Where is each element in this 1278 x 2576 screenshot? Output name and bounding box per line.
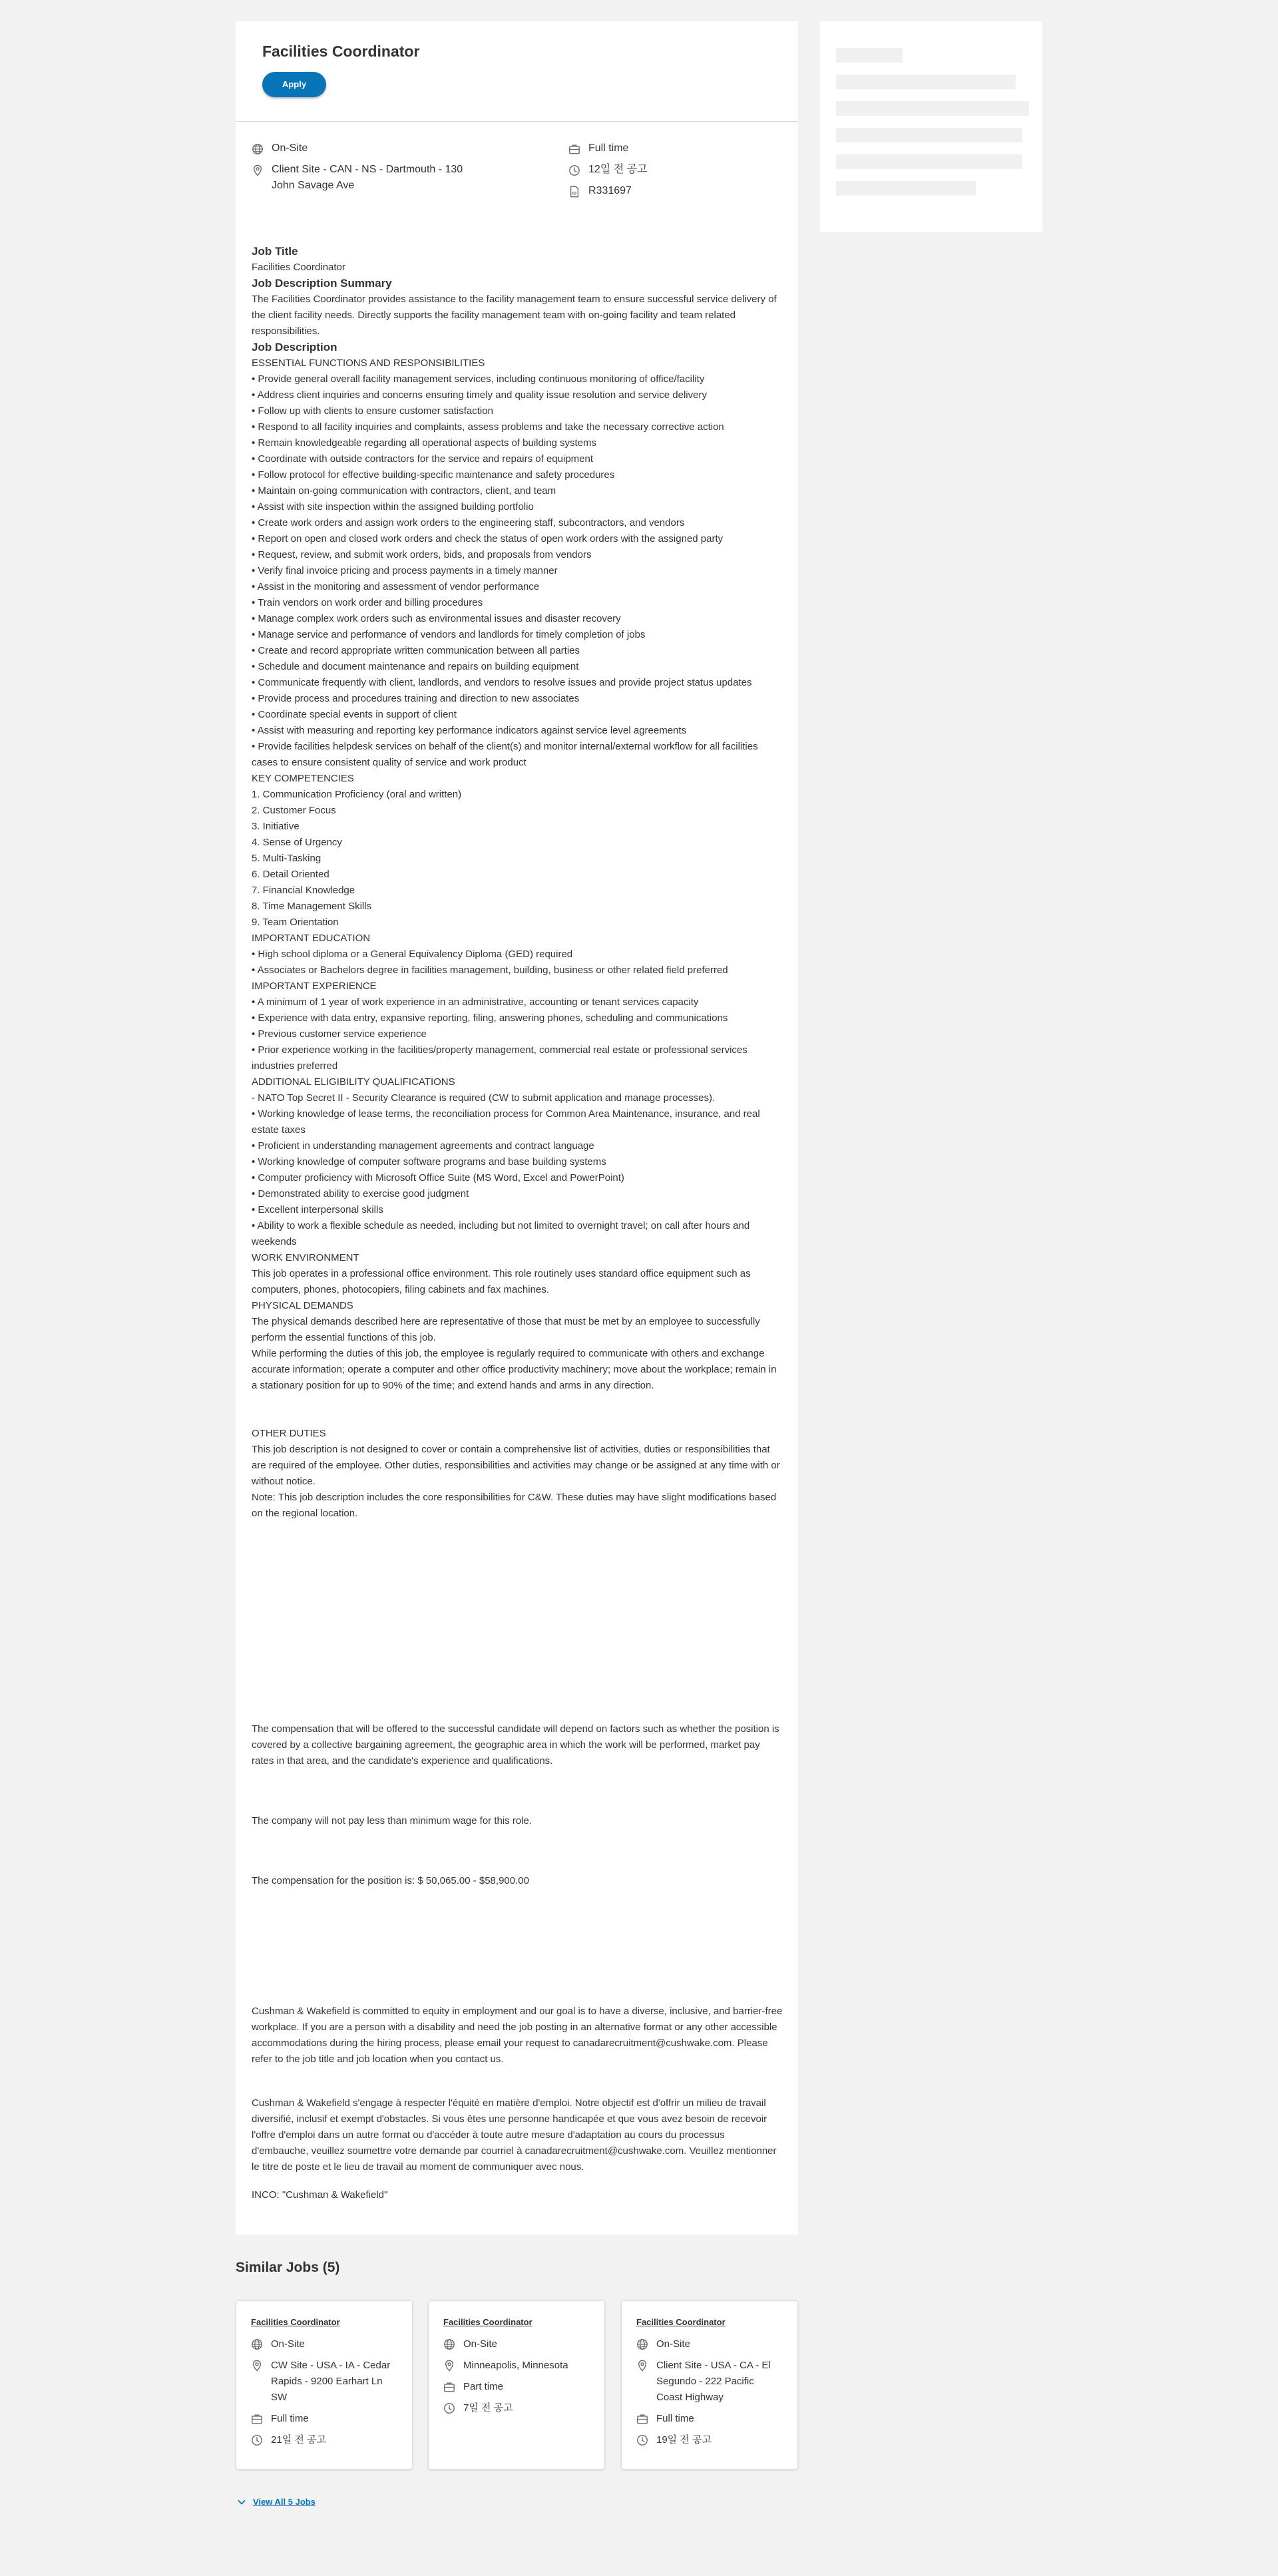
job-schedule	[568, 142, 808, 156]
description-paragraph: This job description is not designed to cover or contain a comprehensive list of activities, duties or responsibilities that are required of the employee. Other duties, responsibilities and activities may change or be assigned at any time with or without notice.	[252, 1444, 780, 1487]
description-paragraph: While performing the duties of this job, the employee is regularly required to communicate with others and exchange accurate information; operate a computer and other office productivity machinery; move about the workplace; remain in a stationary position for up to 90% of the time; and extend hands and arms in any direction.	[252, 1348, 777, 1391]
description-paragraph: PHYSICAL DEMANDS	[252, 1300, 353, 1311]
similar-job-card[interactable]	[236, 2300, 413, 2469]
description-paragraph: 4. Sense of Urgency	[252, 837, 342, 848]
apply-button[interactable]: Apply	[262, 72, 326, 97]
description-paragraph: • Follow up with clients to ensure customer satisfaction	[252, 405, 493, 417]
description-paragraph: The physical demands described here are representative of those that must be met by an employee to successfully perform the essential functions of this job.	[252, 1316, 760, 1343]
similar-job-location-type-text: On-Site	[271, 2338, 305, 2350]
job-req-id-text: R331697	[588, 185, 632, 196]
similar-job-posted	[443, 2400, 590, 2416]
similar-job-location-type	[636, 2336, 783, 2352]
description-spacer	[252, 2175, 784, 2187]
description-paragraph: • Request, review, and submit work orders, bids, and proposals from vendors	[252, 549, 592, 560]
skeleton-line	[836, 181, 976, 196]
description-paragraph: Cushman & Wakefield is committed to equity in employment and our goal is to have a diverse, inclusive, and barrier-free workplace. If you are a person with a disability and need the job posting in an alternative format or any other accessible accommodations during the hiring process, please email your request to canadarecruitment@cushwake.com. Please refer to the job title and job location when you contact us.	[252, 2006, 783, 2065]
similar-job-schedule	[251, 2411, 397, 2427]
description-paragraph: The company will not pay less than minimum wage for this role.	[252, 1815, 532, 1826]
description-paragraph: • Prior experience working in the facilities/property management, commercial real estate or professional services industries preferred	[252, 1044, 747, 1072]
similar-job-location-type	[251, 2336, 397, 2352]
globe-icon	[443, 2338, 455, 2350]
description-spacer	[252, 1522, 784, 1721]
skeleton-line	[836, 48, 903, 63]
similar-job-address	[251, 2358, 397, 2406]
briefcase-icon	[636, 2413, 648, 2425]
description-paragraph: 3. Initiative	[252, 821, 300, 832]
skeleton-line	[836, 75, 1016, 89]
skeleton-line	[836, 101, 1029, 116]
description-paragraph: • Communicate frequently with client, landlords, and vendors to resolve issues and provide project status updates	[252, 677, 752, 688]
job-address-text: Client Site - CAN - NS - Dartmouth - 130 John Savage Ave	[272, 164, 463, 191]
description-paragraph: INCO: "Cushman & Wakefield"	[252, 2189, 388, 2201]
similar-job-schedule	[636, 2411, 783, 2427]
description-spacer	[252, 1769, 784, 1813]
description-paragraph: • A minimum of 1 year of work experience in an administrative, accounting or tenant services capacity	[252, 996, 699, 1008]
similar-job-card[interactable]	[621, 2300, 798, 2469]
description-spacer	[252, 1829, 784, 1873]
description-paragraph: Note: This job description includes the core responsibilities for C&W. These duties may have slight modifications based on the regional location.	[252, 1492, 777, 1519]
description-paragraph: • Previous customer service experience	[252, 1028, 427, 1040]
description-paragraph: WORK ENVIRONMENT	[252, 1252, 359, 1263]
skeleton-line	[836, 154, 1022, 169]
map-pin-icon	[636, 2360, 648, 2372]
job-address	[252, 164, 485, 194]
similar-job-address-text: CW Site - USA - IA - Cedar Rapids - 9200 Earhart Ln SW	[271, 2360, 391, 2403]
description-paragraph: • Associates or Bachelors degree in facilities management, building, business or other related field preferred	[252, 965, 728, 976]
description-paragraph: 7. Financial Knowledge	[252, 885, 355, 896]
clock-icon	[443, 2402, 455, 2414]
similar-job-schedule	[443, 2379, 590, 2395]
description-paragraph: Facilities Coordinator	[252, 262, 345, 273]
description-paragraph: 8. Time Management Skills	[252, 901, 372, 912]
map-pin-icon	[251, 2360, 263, 2372]
description-paragraph: The compensation that will be offered to the successful candidate will depend on factors such as whether the position is covered by a collective bargaining agreement, the geographic area in which the work will be performed, market pay rates in that area, and the candidate's experience and qualifications.	[252, 1723, 779, 1767]
job-detail-card	[236, 21, 798, 2235]
description-paragraph: OTHER DUTIES	[252, 1428, 326, 1439]
description-paragraph: The compensation for the position is: $ 50,065.00 - $58,900.00	[252, 1875, 529, 1886]
description-paragraph: • Working knowledge of computer software programs and base building systems	[252, 1156, 606, 1168]
description-spacer	[252, 2067, 784, 2095]
similar-job-location-type-text: On-Site	[656, 2338, 690, 2350]
description-paragraph: • Ability to work a flexible schedule as needed, including but not limited to overnight travel; on call after hours and weekends	[252, 1220, 750, 1247]
globe-icon	[636, 2338, 648, 2350]
description-spacer	[252, 1889, 784, 2004]
description-paragraph: • Verify final invoice pricing and process payments in a timely manner	[252, 565, 558, 576]
description-paragraph: ADDITIONAL ELIGIBILITY QUALIFICATIONS	[252, 1076, 455, 1088]
description-paragraph: IMPORTANT EXPERIENCE	[252, 980, 377, 992]
job-posted-text: 12일 전 공고	[588, 164, 648, 175]
description-paragraph: • Provide process and procedures training and direction to new associates	[252, 693, 580, 704]
skeleton-line	[836, 128, 1022, 142]
description-paragraph: • Create and record appropriate written communication between all parties	[252, 645, 580, 656]
location-type	[252, 142, 491, 156]
description-spacer	[252, 1394, 784, 1426]
map-pin-icon	[252, 164, 264, 176]
view-all-jobs-link[interactable]	[237, 2497, 316, 2507]
description-paragraph: • Coordinate with outside contractors for the service and repairs of equipment	[252, 453, 594, 465]
description-paragraph: • Assist in the monitoring and assessment of vendor performance	[252, 581, 540, 592]
description-paragraph: 9. Team Orientation	[252, 917, 339, 928]
description-paragraph: This job operates in a professional office environment. This role routinely uses standard office equipment such as computers, phones, photocopiers, filing cabinets and fax machines.	[252, 1268, 751, 1295]
description-paragraph: • Remain knowledgeable regarding all operational aspects of building systems	[252, 437, 597, 449]
description-paragraph: • Assist with measuring and reporting key performance indicators against service level agreements	[252, 725, 687, 736]
briefcase-icon	[443, 2381, 455, 2393]
clock-icon	[568, 164, 580, 176]
side-panel-skeleton	[820, 21, 1042, 232]
globe-icon	[252, 143, 264, 155]
similar-job-location-type	[443, 2336, 590, 2352]
description-paragraph: • Report on open and closed work orders and check the status of open work orders with the assigned party	[252, 533, 724, 544]
description-paragraph: • Schedule and document maintenance and repairs on building equipment	[252, 661, 579, 672]
location-type-text: On-Site	[272, 142, 308, 154]
similar-job-address-text: Client Site - USA - CA - El Segundo - 222 Pacific Coast Highway	[656, 2360, 771, 2403]
similar-job-title[interactable]: Facilities Coordinator	[251, 2317, 340, 2327]
globe-icon	[251, 2338, 263, 2350]
description-paragraph: • Coordinate special events in support of client	[252, 709, 457, 720]
job-title: Facilities Coordinator	[262, 43, 420, 60]
description-paragraph: 5. Multi-Tasking	[252, 853, 321, 864]
similar-job-title[interactable]: Facilities Coordinator	[443, 2317, 532, 2327]
similar-job-posted-text: 19일 전 공고	[656, 2434, 712, 2446]
description-paragraph: 1. Communication Proficiency (oral and written)	[252, 789, 462, 800]
description-paragraph: KEY COMPETENCIES	[252, 773, 354, 784]
chevron-down-icon	[237, 2497, 246, 2507]
description-paragraph: 2. Customer Focus	[252, 805, 336, 816]
similar-job-schedule-text: Part time	[463, 2381, 504, 2392]
clock-icon	[636, 2434, 648, 2446]
description-paragraph: • Address client inquiries and concerns ensuring timely and quality issue resolution and service delivery	[252, 389, 707, 401]
description-paragraph: • Working knowledge of lease terms, the reconciliation process for Common Area Maintenance, insurance, and real estate taxes	[252, 1108, 760, 1136]
job-req-id	[568, 185, 808, 199]
description-paragraph: • Train vendors on work order and billing procedures	[252, 597, 483, 608]
similar-job-posted-text: 21일 전 공고	[271, 2434, 326, 2446]
similar-jobs-heading: Similar Jobs (5)	[236, 2260, 340, 2275]
description-paragraph: The Facilities Coordinator provides assistance to the facility management team to ensure successful service delivery of the client facility needs. Directly supports the facility management team with on-going facility and team related responsibilities.	[252, 294, 777, 337]
description-paragraph: 6. Detail Oriented	[252, 869, 329, 880]
similar-job-address-text: Minneapolis, Minnesota	[463, 2360, 568, 2371]
similar-job-address	[636, 2358, 783, 2406]
similar-job-schedule-text: Full time	[271, 2413, 309, 2424]
job-schedule-text: Full time	[588, 142, 629, 154]
view-all-jobs-label[interactable]: View All 5 Jobs	[253, 2497, 316, 2507]
description-paragraph: ESSENTIAL FUNCTIONS AND RESPONSIBILITIES	[252, 357, 485, 369]
description-paragraph: • Computer proficiency with Microsoft Office Suite (MS Word, Excel and PowerPoint)	[252, 1172, 624, 1183]
description-paragraph: • Manage complex work orders such as environmental issues and disaster recovery	[252, 613, 621, 624]
similar-job-location-type-text: On-Site	[463, 2338, 497, 2350]
job-header	[236, 21, 798, 122]
similar-job-posted	[251, 2432, 397, 2448]
description-paragraph: • Manage service and performance of vendors and landlords for timely completion of jobs	[252, 629, 646, 640]
job-posted	[568, 164, 808, 178]
description-heading: Job Description	[252, 341, 337, 353]
description-paragraph: IMPORTANT EDUCATION	[252, 933, 371, 944]
description-paragraph: • Respond to all facility inquiries and complaints, assess problems and take the necessary corrective action	[252, 421, 724, 433]
similar-job-card[interactable]	[428, 2300, 605, 2469]
similar-job-posted	[636, 2432, 783, 2448]
description-paragraph: • Experience with data entry, expansive reporting, filing, answering phones, scheduling and communications	[252, 1012, 728, 1024]
job-description	[252, 244, 784, 2203]
briefcase-icon	[251, 2413, 263, 2425]
description-paragraph: - NATO Top Secret II - Security Clearance is required (CW to submit application and manage processes).	[252, 1092, 716, 1104]
description-paragraph: • Maintain on-going communication with contractors, client, and team	[252, 485, 556, 497]
clock-icon	[251, 2434, 263, 2446]
map-pin-icon	[443, 2360, 455, 2372]
similar-job-address	[443, 2358, 590, 2374]
briefcase-icon	[568, 143, 580, 155]
document-icon	[568, 186, 580, 198]
description-heading: Job Title	[252, 245, 298, 258]
similar-job-title[interactable]: Facilities Coordinator	[636, 2317, 726, 2327]
description-paragraph: • Demonstrated ability to exercise good judgment	[252, 1188, 469, 1199]
description-paragraph: • Create work orders and assign work orders to the engineering staff, subcontractors, and vendors	[252, 517, 685, 529]
description-paragraph: • High school diploma or a General Equivalency Diploma (GED) required	[252, 949, 573, 960]
description-paragraph: • Assist with site inspection within the assigned building portfolio	[252, 501, 534, 513]
description-paragraph: • Provide general overall facility management services, including continuous monitoring of office/facility	[252, 373, 705, 385]
similar-job-posted-text: 7일 전 공고	[463, 2402, 513, 2414]
description-heading: Job Description Summary	[252, 277, 392, 290]
description-paragraph: Cushman & Wakefield s'engage à respecter l'équité en matière d'emploi. Notre objectif est d'offrir un milieu de travail diversifié, inclusif et exempt d'obstacles. Si vous êtes une personne handicapée et que vous avez besoin de recevoir l'offre d'emploi dans un autre format ou d'accéder à toute autre mesure d'adaptation au cours du processus d'embauche, veuillez soumettre votre demande par courriel à canadarecruitment@cushwake.com. Veuillez mentionner le titre de poste et le lieu de travail au moment de communiquer avec nous.	[252, 2097, 777, 2173]
description-paragraph: • Follow protocol for effective building-specific maintenance and safety procedures	[252, 469, 615, 481]
similar-job-schedule-text: Full time	[656, 2413, 694, 2424]
description-paragraph: • Proficient in understanding management agreements and contract language	[252, 1140, 594, 1152]
description-paragraph: • Excellent interpersonal skills	[252, 1204, 383, 1215]
description-paragraph: • Provide facilities helpdesk services on behalf of the client(s) and monitor internal/external workflow for all facilities cases to ensure consistent quality of service and work product	[252, 741, 758, 768]
